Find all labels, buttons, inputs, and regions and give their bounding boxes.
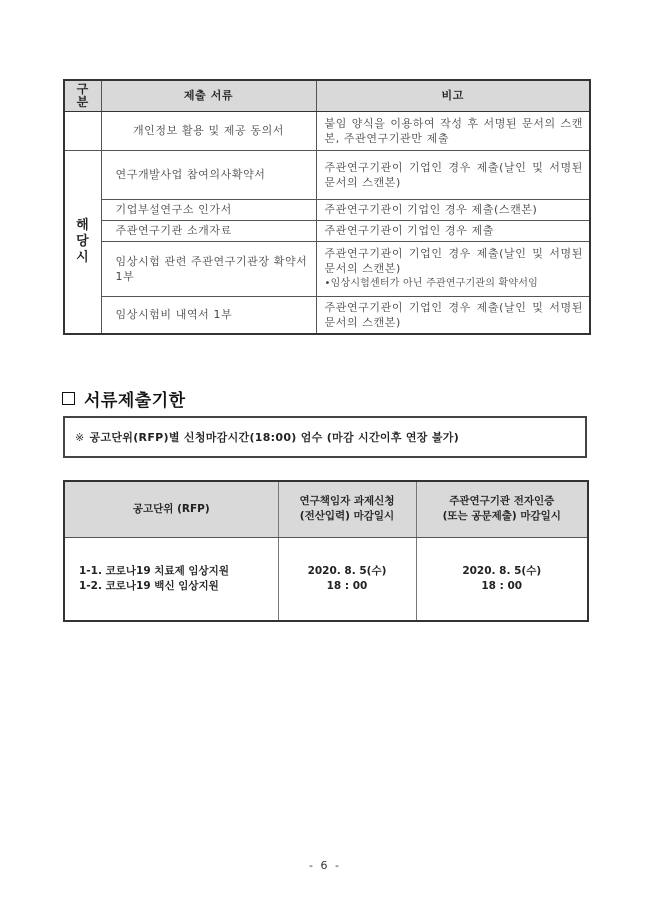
header-category [64, 80, 101, 111]
deadline-row [64, 537, 588, 621]
table-row [64, 111, 590, 150]
header-document: 제출 서류 [101, 80, 316, 111]
header-institution-deadline [416, 481, 588, 537]
document-note: 붙임 양식을 이용하여 작성 후 서명된 문서의 스캔본, 주관연구기관만 제출 [316, 111, 590, 150]
header-category-line2: 분 [76, 94, 89, 109]
table-header-row [64, 80, 590, 111]
rfp-cell [64, 537, 278, 621]
document-name: 주관연구기관 소개자료 [101, 220, 316, 241]
researcher-deadline-cell [278, 537, 416, 621]
table-row [64, 199, 590, 220]
document-note: 주관연구기관이 기업인 경우 제출(날인 및 서명된 문서의 스캔본) [324, 247, 583, 275]
deadline-header-row [64, 481, 588, 537]
notice-text: 공고단위(RFP)별 신청마감시간(18:00) 엄수 (마감 시간이후 연장 불가) [89, 431, 460, 444]
document-note-cell [316, 241, 590, 296]
document-name: 임상시험 관련 주관연구기관장 확약서 1부 [101, 241, 316, 296]
rfp-item: 1-1. 코로나19 치료제 임상지원 [79, 564, 229, 577]
deadline-table [63, 480, 589, 622]
document-name: 임상시험비 내역서 1부 [101, 296, 316, 334]
table-row [64, 150, 590, 199]
header-rfp: 공고단위 (RFP) [64, 481, 278, 537]
document-name: 개인정보 활용 및 제공 동의서 [101, 111, 316, 150]
institution-deadline-time: 18 : 00 [481, 579, 523, 592]
table-row [64, 241, 590, 296]
document-note: 주관연구기관이 기업인 경우 제출(날인 및 서명된 문서의 스캔본) [316, 296, 590, 334]
section-title: 서류제출기한 [84, 391, 186, 411]
document-note: 주관연구기관이 기업인 경우 제출 [316, 220, 590, 241]
category-line2: 당 [76, 233, 90, 249]
section-heading [62, 386, 186, 411]
category-cell-empty [64, 111, 101, 150]
document-note: 주관연구기관이 기업인 경우 제출(스캔본) [316, 199, 590, 220]
document-sub-note: •임상시험센터가 아닌 주관연구기관의 확약서임 [324, 278, 538, 289]
header-researcher-line1: 연구책임자 과제신청 [299, 495, 395, 508]
category-line3: 시 [76, 249, 90, 265]
deadline-notice-box [63, 416, 587, 458]
document-name: 기업부설연구소 인가서 [101, 199, 316, 220]
document-note: 주관연구기관이 기업인 경우 제출(날인 및 서명된 문서의 스캔본) [316, 150, 590, 199]
table-row [64, 296, 590, 334]
header-researcher-deadline [278, 481, 416, 537]
header-institution-line2: (또는 공문제출) 마감일시 [442, 510, 561, 523]
header-note: 비고 [316, 80, 590, 111]
institution-deadline-date: 2020. 8. 5(수) [462, 564, 542, 577]
rfp-item: 1-2. 코로나19 백신 임상지원 [79, 579, 219, 592]
header-category-line1: 구 [76, 81, 89, 96]
document-name: 연구개발사업 참여의사확약서 [101, 150, 316, 199]
institution-deadline-cell [416, 537, 588, 621]
category-line1: 해 [76, 217, 90, 233]
header-researcher-line2: (전산입력) 마감일시 [299, 510, 395, 523]
researcher-deadline-time: 18 : 00 [326, 579, 368, 592]
page-number: - 6 - [309, 859, 341, 872]
required-documents-table [63, 79, 591, 335]
reference-mark-icon: ※ [75, 430, 85, 444]
table-row [64, 220, 590, 241]
empty-square-icon [62, 392, 75, 405]
researcher-deadline-date: 2020. 8. 5(수) [307, 564, 387, 577]
category-cell-conditional [64, 150, 101, 334]
header-institution-line1: 주관연구기관 전자인증 [449, 495, 555, 508]
